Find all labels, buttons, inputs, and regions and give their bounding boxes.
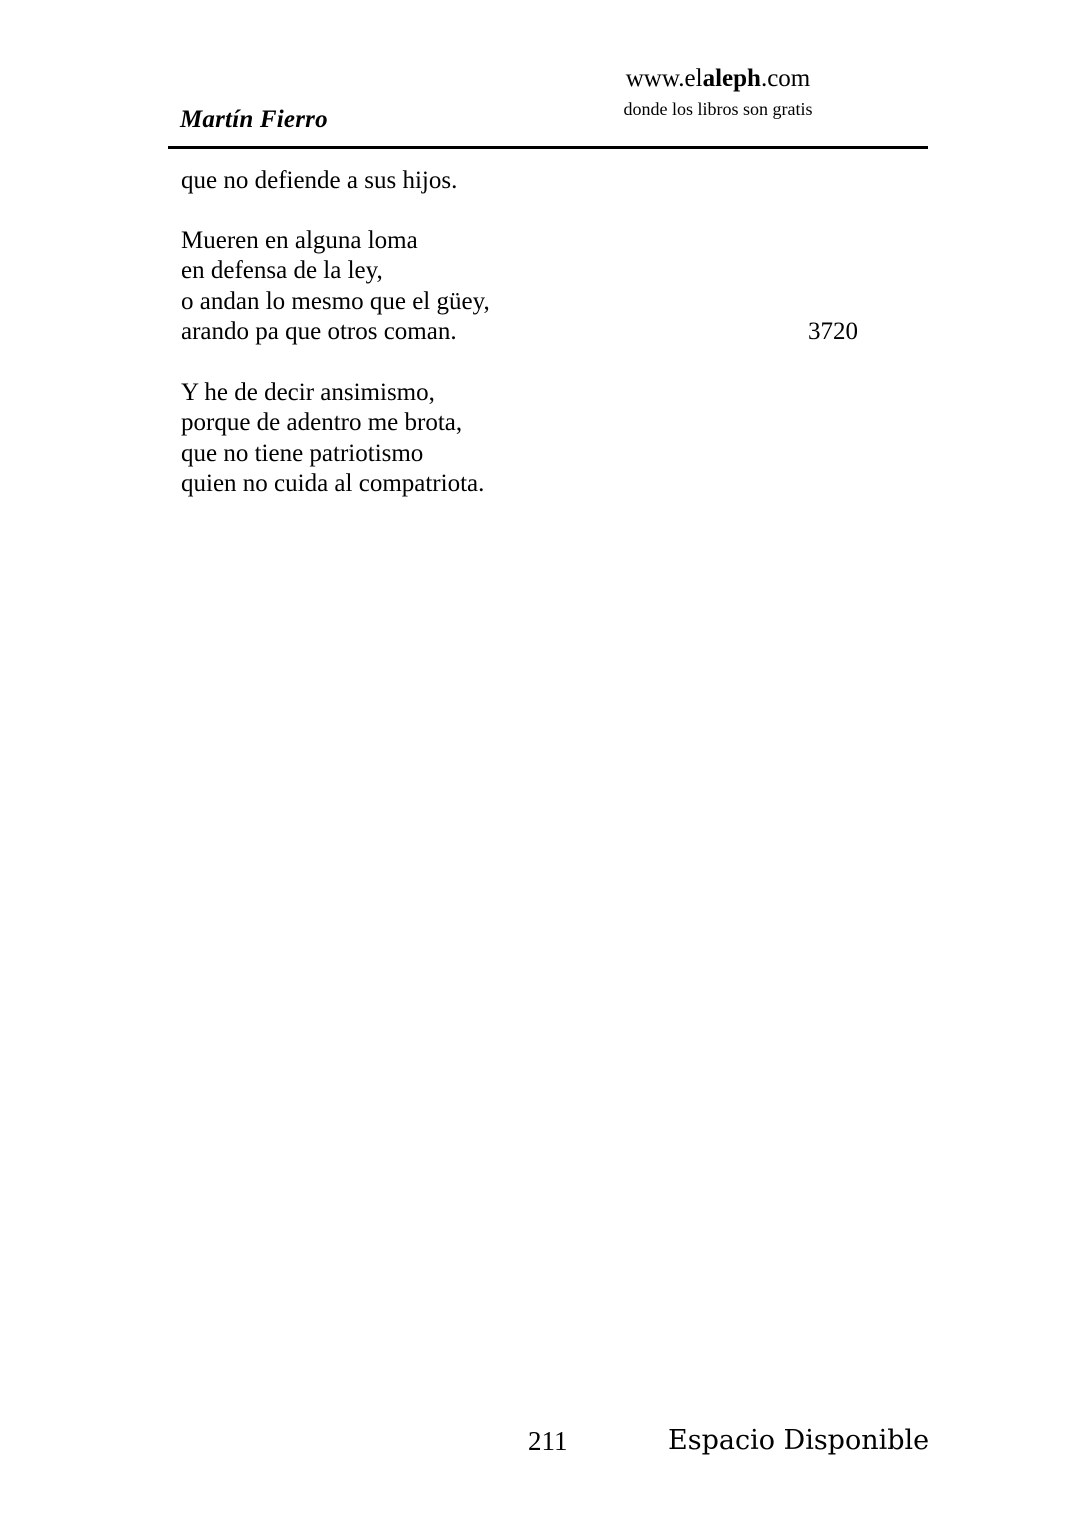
verse-line-number: 3720 [808,318,858,345]
verse-line: Y he de decir ansimismo, [181,378,435,406]
verse-line: arando pa que otros coman. [181,318,457,345]
site-tagline: donde los libros son gratis [623,99,813,119]
stanza [181,226,921,348]
header-divider [168,146,928,149]
stanza [181,378,921,500]
page-footer [0,1424,1080,1464]
verse-line: porque de adentro me brota, [181,409,463,436]
site-url-prefix: www.el [625,65,703,92]
site-url-brand: aleph [702,65,761,92]
footer-note: Espacio Disponible [668,1425,930,1456]
publisher-block [508,62,928,122]
verse-line: en defensa de la ley, [181,257,383,284]
verse-line: que no tiene patriotismo [181,439,424,467]
book-title: Martín Fierro [180,106,328,133]
page-number: 211 [528,1426,568,1456]
verse-line: o andan lo mesmo que el güey, [181,287,490,315]
verse-line: quien no cuida al compatriota. [181,470,485,497]
verse-line: Mueren en alguna loma [181,226,418,254]
site-url-suffix: .com [760,65,811,92]
stanza [181,166,921,197]
site-url[interactable] [508,62,928,96]
verse-line: que no defiende a sus hijos. [181,167,458,194]
page-header [168,62,928,140]
poem-body [181,166,921,529]
